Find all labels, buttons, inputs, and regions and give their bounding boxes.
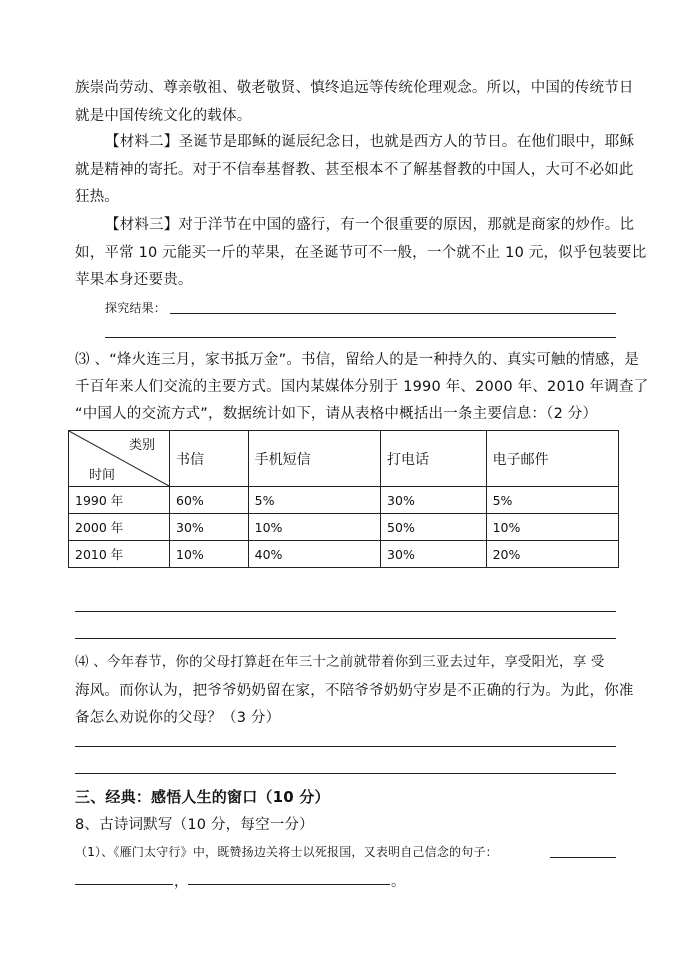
text-line: “中国人的交流方式”，数据统计如下，请从表格中概括出一条主要信息：（2 分） xyxy=(75,406,598,422)
table-cell: 60% xyxy=(170,487,249,514)
table-cell: 30% xyxy=(381,541,487,568)
corner-label-time: 时间 xyxy=(89,468,116,483)
table-cell: 5% xyxy=(486,487,618,514)
table-cell: 50% xyxy=(381,514,487,541)
answer-blank-line[interactable] xyxy=(170,313,616,314)
explore-result-label: 探究结果： xyxy=(105,301,167,315)
column-header: 手机短信 xyxy=(248,431,380,487)
comma: ， xyxy=(174,874,189,890)
text-line: 备怎么劝说你的父母？（3 分） xyxy=(75,710,281,726)
table-cell: 30% xyxy=(170,514,249,541)
answer-blank-line[interactable] xyxy=(75,611,616,612)
text-line: 就是精神的寄托。对于不信奉基督教、甚至根本不了解基督教的中国人，大可不必如此 xyxy=(75,162,634,178)
text-line: 狂热。 xyxy=(75,189,120,205)
table-cell: 10% xyxy=(486,514,618,541)
row-year: 1990 年 xyxy=(69,487,170,514)
table-cell: 30% xyxy=(381,487,487,514)
section-three-title: 三、经典：感悟人生的窗口（10 分） xyxy=(75,788,330,806)
text-line: 就是中国传统文化的载体。 xyxy=(75,108,252,124)
table-cell: 40% xyxy=(248,541,380,568)
corner-label-category: 类别 xyxy=(128,438,155,453)
text-line: ⑷ 、今年春节，你的父母打算赶在年三十之前就带着你到三亚去过年，享受阳光，享 受 xyxy=(75,654,605,670)
text-line: 族崇尚劳动、尊亲敬祖、敬老敬贤、慎终追远等传统伦理观念。所以，中国的传统节日 xyxy=(75,80,634,96)
row-year: 2000 年 xyxy=(69,514,170,541)
text-line: 如，平常 10 元能买一斤的苹果，在圣诞节可不一般，一个就不止 10 元，似乎包装要比 xyxy=(75,245,647,261)
text-line: 苹果本身还要贵。 xyxy=(75,272,193,288)
column-header: 书信 xyxy=(170,431,249,487)
table-cell: 20% xyxy=(486,541,618,568)
table-row xyxy=(69,514,619,541)
item-eight: 8、古诗词默写（10 分，每空一分） xyxy=(75,817,314,833)
item-eight-one: （1）、《雁门太守行》中，既赞扬边关将士以死报国，又表明自己信念的句子： xyxy=(75,845,498,859)
column-header: 电子邮件 xyxy=(486,431,618,487)
row-year: 2010 年 xyxy=(69,541,170,568)
table-cell: 10% xyxy=(248,514,380,541)
table-row xyxy=(69,487,619,514)
text-line: ⑶ 、“烽火连三月，家书抵万金”。书信，留给人的是一种持久的、真实可触的情感，是 xyxy=(75,352,640,368)
answer-blank-line[interactable] xyxy=(75,884,173,885)
text-line: 【材料三】对于洋节在中国的盛行，有一个很重要的原因，那就是商家的炒作。比 xyxy=(105,217,635,233)
period: 。 xyxy=(391,874,406,890)
text-line: 千百年来人们交流的主要方式。国内某媒体分别于 1990 年、2000 年、2010 年调查了 xyxy=(75,379,649,395)
text-line: 【材料二】圣诞节是耶稣的诞辰纪念日，也就是西方人的节日。在他们眼中，耶稣 xyxy=(105,134,635,150)
table-row xyxy=(69,541,619,568)
answer-blank-line[interactable] xyxy=(105,337,616,338)
table-header-row xyxy=(69,431,619,487)
answer-blank-line[interactable] xyxy=(188,884,390,885)
text-line: 海风。而你认为，把爷爷奶奶留在家，不陪爷爷奶奶守岁是不正确的行为。为此，你准 xyxy=(75,683,634,699)
table-cell: 10% xyxy=(170,541,249,568)
answer-blank-line[interactable] xyxy=(75,746,616,747)
answer-blank-line[interactable] xyxy=(75,638,616,639)
answer-blank-line[interactable] xyxy=(550,857,616,858)
communication-survey-table xyxy=(68,430,619,568)
table-corner-cell xyxy=(69,431,170,487)
column-header: 打电话 xyxy=(381,431,487,487)
table-cell: 5% xyxy=(248,487,380,514)
answer-blank-line[interactable] xyxy=(75,773,616,774)
